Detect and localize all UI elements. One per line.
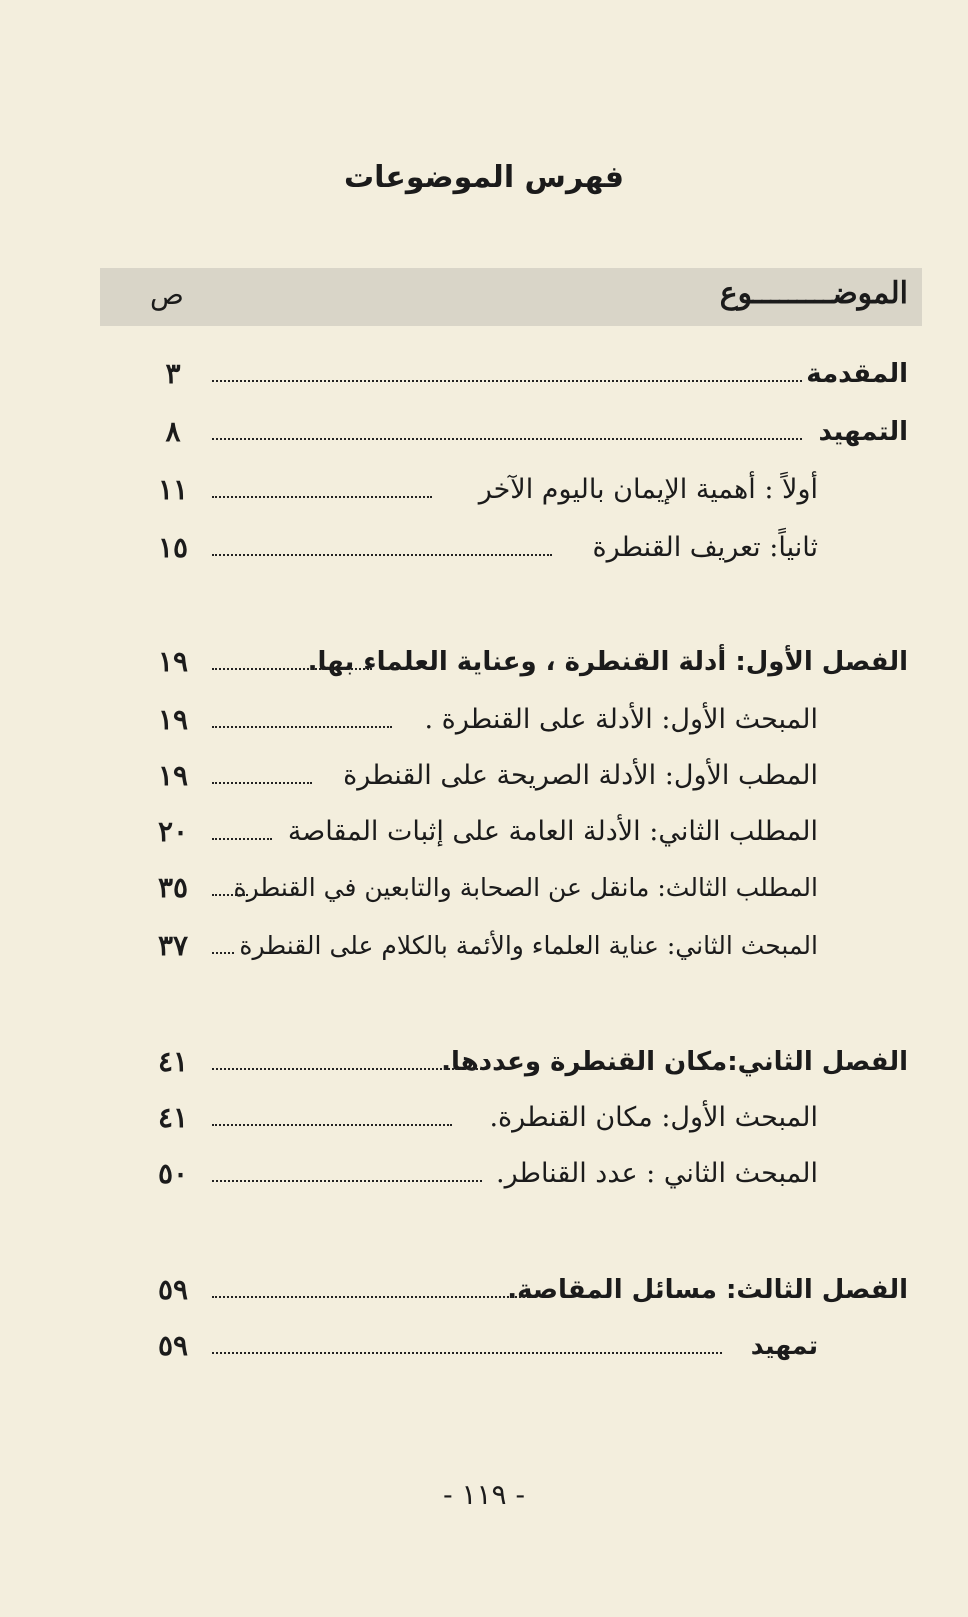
toc-entry-title: المطب الأول: الأدلة الصريحة على القنطرة xyxy=(343,760,818,791)
toc-entry-page: ٤١ xyxy=(157,1045,189,1078)
toc-entry-page: ٢٠ xyxy=(157,815,189,848)
toc-entry-page: ١٩ xyxy=(157,645,189,678)
toc-entry-page: ٨ xyxy=(165,415,181,448)
dot-leader xyxy=(212,726,392,728)
toc-entry xyxy=(0,352,968,396)
toc-entry xyxy=(0,640,968,684)
toc-entry xyxy=(0,526,968,570)
toc-entry xyxy=(0,924,968,968)
toc-entry-page: ٣ xyxy=(165,357,181,390)
toc-entry-title: أولاً : أهمية الإيمان باليوم الآخر xyxy=(478,474,818,505)
toc-entry-page: ٥٩ xyxy=(157,1273,189,1306)
dot-leader xyxy=(212,438,802,440)
toc-entry xyxy=(0,1096,968,1140)
toc-entry-page: ٥٩ xyxy=(157,1329,189,1362)
toc-entry-title: تمهيد xyxy=(750,1331,818,1360)
toc-entry xyxy=(0,1152,968,1196)
toc-entry-title: الفصل الثالث: مسائل المقاصة. xyxy=(507,1275,908,1305)
toc-entry xyxy=(0,1040,968,1084)
toc-entry-title: المقدمة xyxy=(806,359,908,389)
toc-entry-page: ٣٧ xyxy=(157,929,189,962)
toc-entry xyxy=(0,698,968,742)
toc-header-bar xyxy=(100,268,922,326)
dot-leader xyxy=(212,782,312,784)
toc-entry-title: المبحث الثاني : عدد القناطر. xyxy=(495,1158,818,1189)
dot-leader xyxy=(212,1296,532,1298)
dot-leader xyxy=(212,894,248,896)
dot-leader xyxy=(212,496,432,498)
dot-leader xyxy=(212,952,234,954)
dot-leader xyxy=(212,1124,452,1126)
toc-entry-title: المطلب الثاني: الأدلة العامة على إثبات المقاصة xyxy=(287,816,818,847)
toc-entry-title: الفصل الأول: أدلة القنطرة ، وعناية العلماء بها. xyxy=(307,647,908,677)
toc-entry-title: المبحث الأول: الأدلة على القنطرة . xyxy=(424,704,818,735)
toc-entry-title: الفصل الثاني:مكان القنطرة وعددها. xyxy=(441,1047,908,1077)
dot-leader xyxy=(212,1352,722,1354)
toc-entry xyxy=(0,810,968,854)
toc-entry-page: ٥٠ xyxy=(157,1157,189,1190)
toc-entry-page: ١١ xyxy=(157,473,189,506)
toc-entry-page: ٤١ xyxy=(157,1101,189,1134)
page-column-label: ص xyxy=(150,278,184,311)
subject-column-label: الموضـــــــــوع xyxy=(719,276,908,311)
toc-entry-title: التمهيد xyxy=(818,417,908,447)
toc-entry xyxy=(0,468,968,512)
toc-entry-page: ١٩ xyxy=(157,703,189,736)
toc-entry xyxy=(0,866,968,910)
dot-leader xyxy=(212,668,372,670)
toc-entry xyxy=(0,410,968,454)
page-number: - ١١٩ - xyxy=(443,1478,525,1511)
toc-entry xyxy=(0,754,968,798)
toc-entry-page: ٣٥ xyxy=(157,871,189,904)
dot-leader xyxy=(212,554,552,556)
toc-entry-page: ١٥ xyxy=(157,531,189,564)
dot-leader xyxy=(212,1180,482,1182)
toc-entry-title: المبحث الأول: مكان القنطرة. xyxy=(489,1102,818,1133)
toc-entry xyxy=(0,1324,968,1368)
toc-entry-title: المطلب الثالث: مانقل عن الصحابة والتابعين في القنطرة xyxy=(233,873,818,902)
toc-entry-title: ثانياً: تعريف القنطرة xyxy=(592,532,818,563)
page-title: فهرس الموضوعات xyxy=(343,160,625,195)
dot-leader xyxy=(212,380,802,382)
toc-entry-page: ١٩ xyxy=(157,759,189,792)
dot-leader xyxy=(212,1068,482,1070)
dot-leader xyxy=(212,838,272,840)
toc-entry xyxy=(0,1268,968,1312)
toc-entry-title: المبحث الثاني: عناية العلماء والأئمة بالكلام على القنطرة xyxy=(239,931,818,960)
